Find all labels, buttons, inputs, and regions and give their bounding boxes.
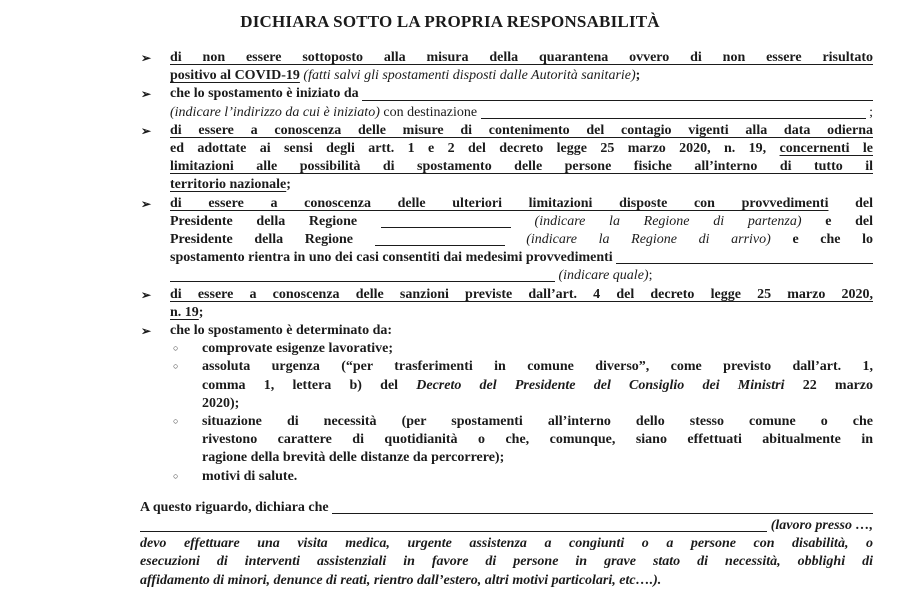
circle-bullet-icon: ○: [173, 416, 179, 427]
fill-in-blank: [140, 531, 767, 532]
text-segment: n. 19: [170, 304, 199, 320]
circle-bullet-icon: ○: [173, 343, 179, 354]
text-segment: (indicare quale): [555, 268, 649, 284]
text-segment: di essere a conoscenza delle ulteriori limitazioni disposte con provvedimenti: [170, 195, 829, 211]
document-line: [140, 158, 873, 176]
text-segment: positivo al COVID-19: [170, 68, 300, 84]
fill-in-blank: [381, 215, 511, 228]
circle-bullet-icon: ○: [173, 361, 179, 372]
text-segment: devo effettuare una visita medica, urgente assistenza a congiunti o a persone con disabilità, o: [140, 536, 873, 552]
document-line: [140, 499, 873, 517]
text-segment: e che lo: [792, 232, 873, 248]
document-line: [140, 249, 873, 267]
arrow-bullet-icon: ➢: [141, 287, 152, 302]
fill-in-blank: [332, 513, 873, 514]
text-segment: (fatti salvi gli spostamenti disposti dalle Autorità sanitarie): [299, 68, 636, 84]
text-segment: ;: [286, 177, 291, 193]
text-segment: che lo spostamento è iniziato da: [170, 86, 363, 102]
text-segment: ragione della brevità delle distanze da percorrere);: [202, 450, 505, 466]
document-line: [140, 104, 873, 122]
text-segment: limitazioni alle possibilità di spostamento delle persone fisiche all’interno di tutto il: [170, 159, 873, 175]
text-segment: comma 1, lettera b) del: [202, 377, 417, 393]
text-segment: 2020);: [202, 395, 240, 411]
text-segment: Presidente della Regione: [170, 213, 381, 229]
text-segment: motivi di salute.: [202, 468, 298, 484]
text-segment: (indicare la Regione di arrivo): [504, 232, 793, 248]
text-segment: con destinazione: [379, 104, 481, 120]
document-line: [140, 231, 873, 249]
document-line: [140, 286, 873, 304]
document-line: [140, 468, 873, 486]
text-segment: situazione di necessità (per spostamenti all’interno dello stesso comune o che: [202, 414, 873, 430]
text-segment: A questo riguardo, dichiara che: [140, 499, 333, 515]
fill-in-blank: [362, 100, 873, 101]
fill-in-blank: [375, 233, 505, 246]
arrow-bullet-icon: ➢: [141, 123, 152, 138]
document-title: DICHIARA SOTTO LA PROPRIA RESPONSABILITÀ: [240, 12, 660, 31]
document-body: [140, 49, 873, 590]
text-segment: Decreto del Presidente del Consiglio dei Ministri: [416, 377, 785, 393]
document-line: [140, 213, 873, 231]
text-segment: del: [828, 195, 874, 211]
document-line: [140, 449, 873, 467]
document-line: [140, 122, 873, 140]
document-line: [140, 140, 873, 158]
text-segment: concernenti le: [779, 141, 873, 157]
document-line: [140, 49, 873, 67]
document-line: [140, 572, 873, 590]
arrow-bullet-icon: ➢: [141, 51, 152, 65]
document-line: [140, 267, 873, 285]
fill-in-blank: [481, 118, 866, 119]
document-line: [140, 340, 873, 358]
text-segment: 22 marzo: [784, 377, 874, 393]
arrow-bullet-icon: ➢: [141, 324, 152, 339]
document-line: [140, 176, 873, 194]
document-line: [140, 535, 873, 553]
text-segment: esecuzioni di interventi assistenziali in favore di persone in grave stato di necessità, obblighi di: [140, 554, 873, 570]
text-segment: (lavoro presso …,: [767, 518, 873, 534]
text-segment: ;: [198, 304, 204, 320]
text-segment: territorio nazionale: [170, 177, 287, 193]
document-line: [140, 413, 873, 431]
fill-in-blank: [616, 263, 873, 264]
document-line: [140, 553, 873, 571]
document-line: [140, 67, 873, 85]
document-line: [140, 322, 873, 340]
document-line: [140, 85, 873, 103]
text-segment: di non essere sottoposto alla misura della quarantena ovvero di non essere risultato: [170, 50, 873, 65]
document-line: [140, 517, 873, 535]
text-segment: affidamento di minori, denunce di reati, rientro dall’estero, altri motivi particolari, etc….).: [140, 572, 662, 588]
text-segment: ;: [865, 104, 873, 120]
text-segment: (indicare l’indirizzo da cui è iniziato): [170, 104, 380, 120]
fill-in-blank: [170, 269, 555, 282]
document-line: [140, 358, 873, 376]
text-segment: ed adottate ai sensi degli artt. 1 e 2 del decreto legge 25 marzo 2020, n. 19,: [170, 141, 780, 157]
text-segment: rivestono carattere di quotidianità o che, comunque, siano effettuati abitualmente in: [202, 432, 873, 448]
document-line: [140, 431, 873, 449]
text-segment: Presidente della Regione: [170, 232, 375, 248]
text-segment: spostamento rientra in uno dei casi consentiti dai medesimi provvedimenti: [170, 250, 617, 266]
text-segment: di essere a conoscenza delle sanzioni previste dall’art. 4 del decreto legge 25 marzo 2020,: [170, 286, 873, 302]
text-segment: che lo spostamento è determinato da:: [170, 323, 393, 339]
text-segment: e del: [825, 213, 873, 229]
arrow-bullet-icon: ➢: [141, 87, 152, 102]
text-segment: ;: [635, 68, 641, 84]
document-line: [140, 304, 873, 322]
text-segment: comprovate esigenze lavorative;: [202, 341, 394, 357]
document-line: [140, 377, 873, 395]
text-segment: assoluta urgenza (“per trasferimenti in comune diverso”, come previsto dall’art. 1,: [202, 359, 873, 375]
document-line: [140, 195, 873, 213]
arrow-bullet-icon: ➢: [141, 196, 152, 211]
document-line: [140, 395, 873, 413]
circle-bullet-icon: ○: [173, 470, 179, 481]
text-segment: ;: [648, 268, 653, 284]
text-segment: di essere a conoscenza delle misure di contenimento del contagio vigenti alla data odierna: [170, 122, 873, 138]
text-segment: (indicare la Regione di partenza): [510, 213, 826, 229]
